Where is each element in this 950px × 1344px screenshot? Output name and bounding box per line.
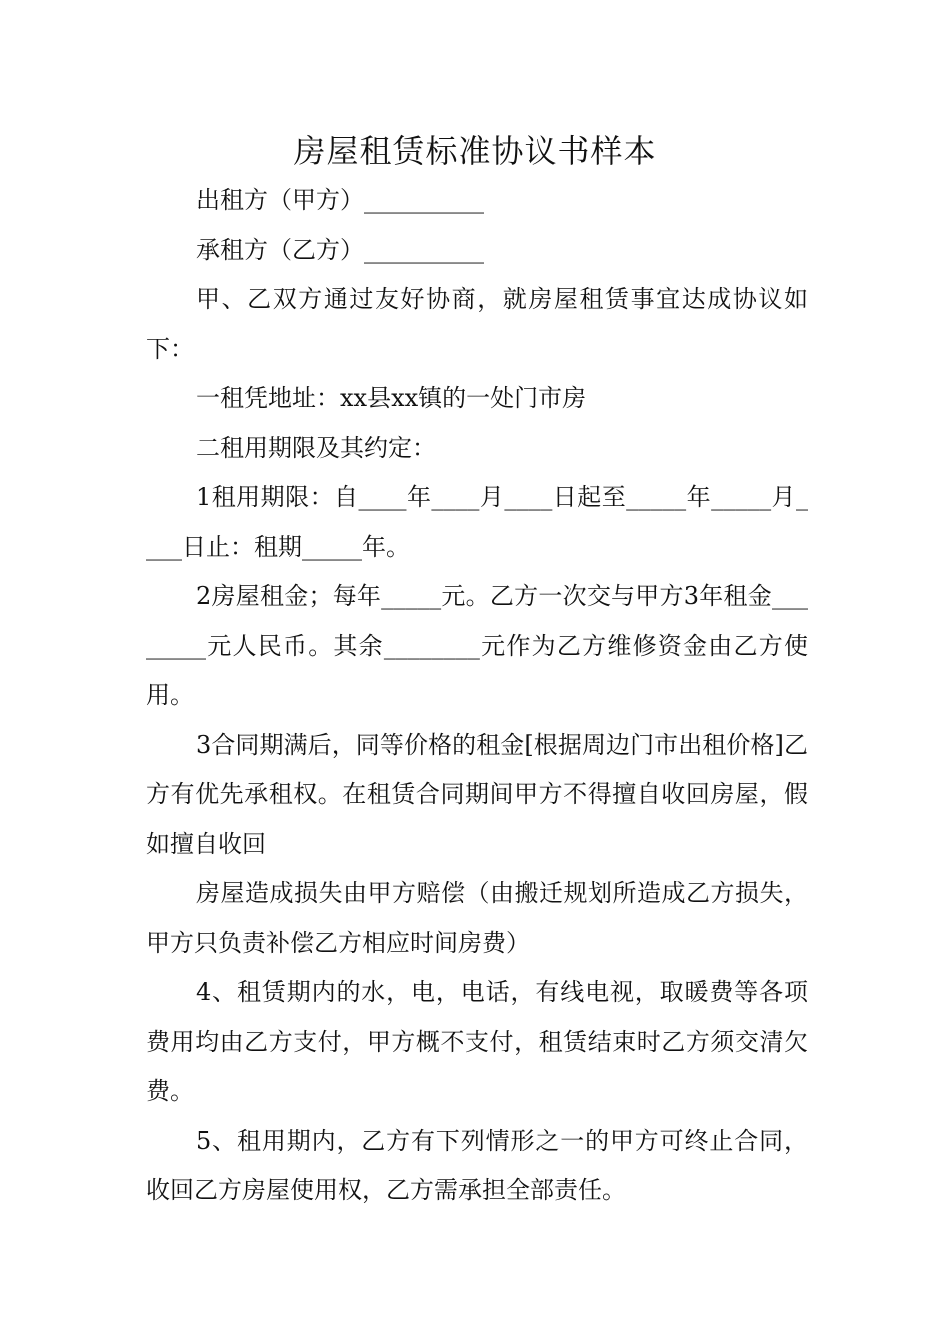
- document-body: [146, 176, 808, 1216]
- paragraph-utilities: 4、租赁期内的水，电，电话，有线电视，取暖费等各项费用均由乙方支付，甲方概不支付，租赁结束时乙方须交清欠费。: [146, 978, 808, 1105]
- paragraph-termination: 5、租用期内，乙方有下列情形之一的甲方可终止合同，收回乙方房屋使用权，乙方需承担全部责任。: [146, 1126, 808, 1204]
- paragraph-address: 一租凭地址：xx县xx镇的一处门市房: [196, 384, 587, 412]
- document-title: 房屋租赁标准协议书样本: [293, 132, 657, 170]
- paragraph-term-heading: 二租用期限及其约定：: [196, 433, 436, 462]
- paragraph-lessor: 出租方（甲方）__________: [196, 186, 484, 214]
- paragraph-term: 1租用期限：自____年____月____日起至_____年_____月____日止：租期_____年。: [146, 483, 808, 561]
- paragraph-renewal: 3合同期满后，同等价格的租金[根据周边门市出租价格]乙方有优先承租权。在租赁合同期间甲方不得擅自收回房屋，假如擅自收回: [146, 730, 808, 858]
- paragraph-lessee: 承租方（乙方）__________: [196, 235, 484, 264]
- paragraph-rent: 2房屋租金；每年_____元。乙方一次交与甲方3年租金________元人民币。其余________元作为乙方维修资金由乙方使用。: [146, 582, 808, 709]
- paragraph-intro: 甲、乙双方通过友好协商，就房屋租赁事宜达成协议如下：: [146, 285, 808, 363]
- paragraph-compensation: 房屋造成损失由甲方赔偿（由搬迁规划所造成乙方损失，甲方只负责补偿乙方相应时间房费）: [146, 879, 808, 957]
